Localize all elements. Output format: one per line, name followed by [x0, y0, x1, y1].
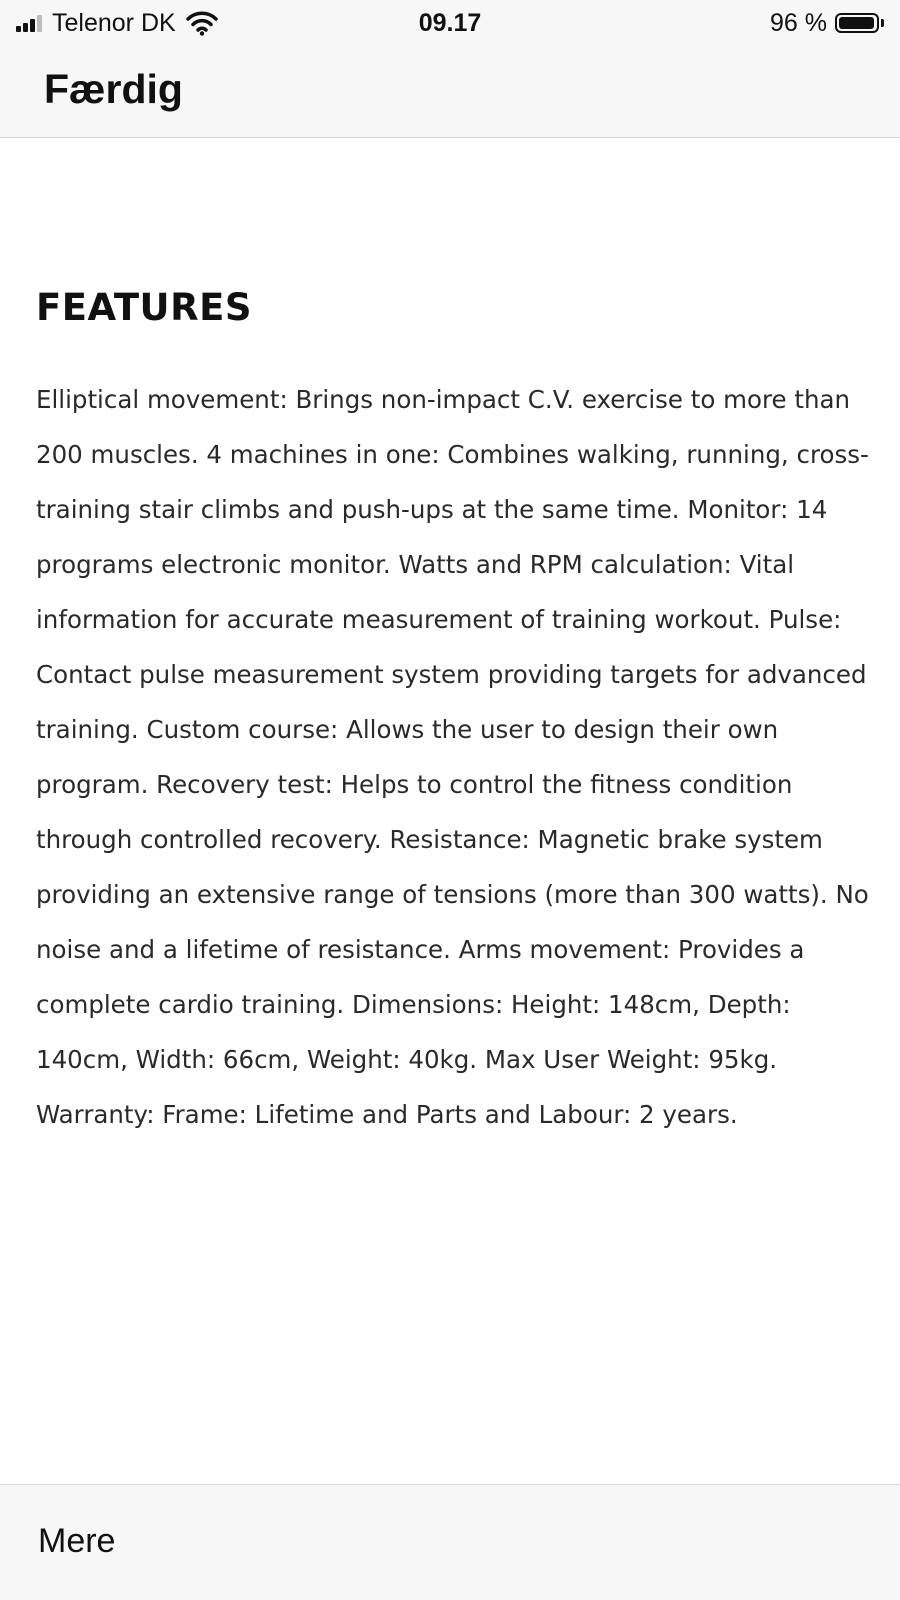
- battery-percentage: 96 %: [770, 9, 827, 37]
- status-right: [770, 8, 884, 38]
- features-body: Elliptical movement: Brings non-impact C.V. exercise to more than 200 muscles. 4 machines in one: Combines walking, running, cross-training stair climbs and push-ups at the same time. Monitor: 14 programs electronic monitor. Watts and RPM calculation: Vital information for accurate measurement of training workout. Pulse: Contact pulse measurement system providing targets for advanced training. Custom course: Allows the user to design their own program. Recovery test: Helps to control the fitness condition through controlled recovery. Resistance: Magnetic brake system providing an extensive range of tensions (more than 300 watts). No noise and a lifetime of resistance. Arms movement: Provides a complete cardio training. Dimensions: Height: 148cm, Depth: 140cm, Width: 66cm, Weight: 40kg. Max User Weight: 95kg. Warranty: Frame: Lifetime and Parts and Labour: 2 years.: [36, 385, 869, 1129]
- bottom-toolbar: [0, 1484, 900, 1600]
- status-bar: [0, 0, 900, 46]
- features-heading: FEATURES: [36, 286, 253, 329]
- battery-cap: [881, 19, 884, 27]
- status-time: 09.17: [418, 9, 482, 37]
- battery-icon: [835, 13, 879, 33]
- battery-fill: [839, 17, 874, 29]
- more-button[interactable]: Mere: [38, 1522, 116, 1560]
- done-button[interactable]: Færdig: [44, 66, 183, 112]
- carrier-name: Telenor DK: [52, 9, 176, 37]
- navigation-bar: [0, 46, 900, 138]
